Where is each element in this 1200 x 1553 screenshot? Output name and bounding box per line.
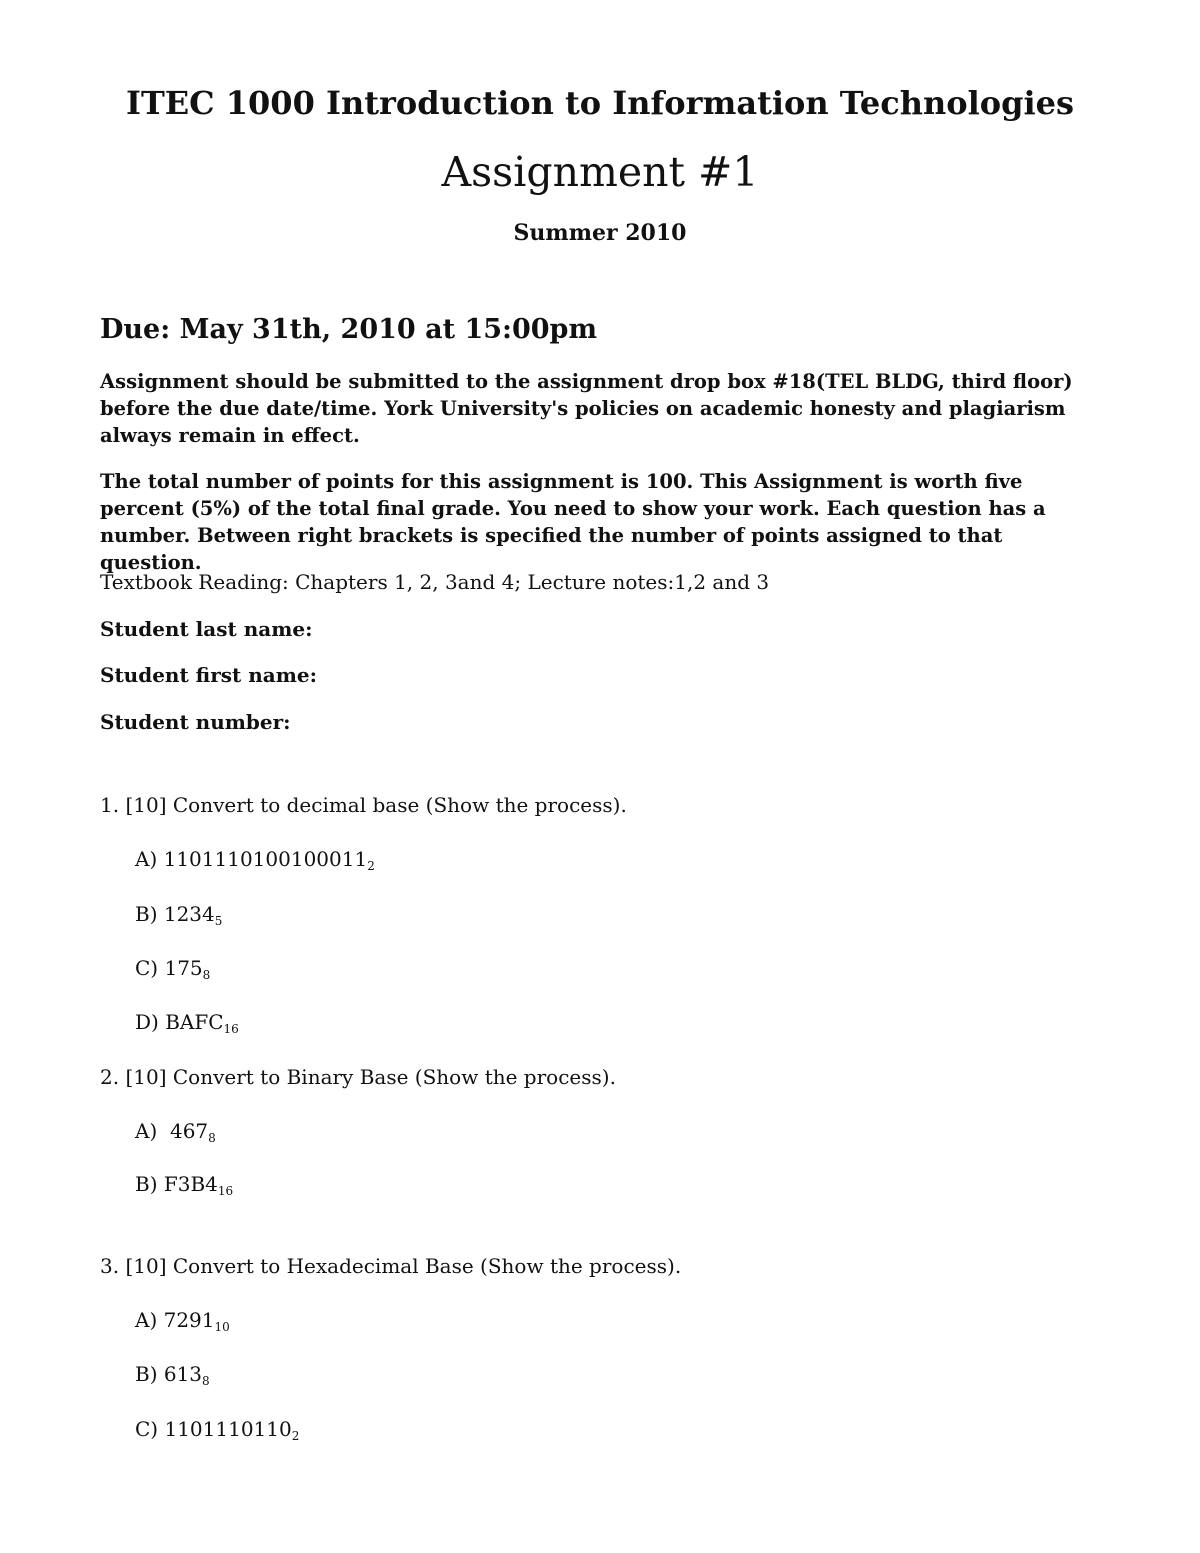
question-2-option-a xyxy=(135,1119,216,1143)
option-base: 8 xyxy=(208,1131,216,1145)
submission-paragraph: Assignment should be submitted to the assignment drop box #18(TEL BLDG, third floor) before the due date/time. York University's policies on academic honesty and plagiarism always remain in effect. xyxy=(100,370,1073,447)
option-base: 10 xyxy=(214,1320,230,1334)
option-value: BAFC xyxy=(165,1010,224,1034)
option-base: 8 xyxy=(202,968,211,982)
option-value: 175 xyxy=(164,956,203,980)
option-value: 1101110100100011 xyxy=(163,847,368,871)
option-label: A) xyxy=(135,1119,158,1143)
term-label: Summer 2010 xyxy=(513,220,687,246)
option-base: 2 xyxy=(367,859,375,873)
option-value: 613 xyxy=(163,1362,203,1386)
question-1-option-a xyxy=(135,847,375,871)
option-value: 1101110110 xyxy=(164,1417,292,1441)
option-label: B) xyxy=(135,902,158,926)
question-1-option-b xyxy=(135,902,222,926)
option-base: 8 xyxy=(202,1374,210,1388)
question-3: 3. [10] Convert to Hexadecimal Base (Show the process). xyxy=(100,1254,682,1278)
points-paragraph: The total number of points for this assignment is 100. This Assignment is worth five percent (5%) of the total final grade. You need to show your work. Each question has a number. Between right brackets is specified the number of points assigned to that question. xyxy=(100,470,1046,574)
option-value: 467 xyxy=(169,1119,209,1143)
question-3-option-b xyxy=(135,1362,210,1386)
question-1: 1. [10] Convert to decimal base (Show the process). xyxy=(100,793,627,817)
option-value: 7291 xyxy=(163,1308,215,1332)
textbook-reading: Textbook Reading: Chapters 1, 2, 3and 4; Lecture notes:1,2 and 3 xyxy=(100,570,770,594)
question-1-option-c xyxy=(135,956,210,980)
option-label: A) xyxy=(135,847,158,871)
option-base: 5 xyxy=(214,914,223,928)
option-label: D) xyxy=(135,1010,159,1034)
option-label: B) xyxy=(135,1362,158,1386)
student-number-label: Student number: xyxy=(100,710,291,734)
assignment-title: Assignment #1 xyxy=(441,148,759,196)
option-base: 16 xyxy=(217,1184,234,1198)
question-2: 2. [10] Convert to Binary Base (Show the process). xyxy=(100,1065,616,1089)
option-label: A) xyxy=(135,1308,158,1332)
option-base: 2 xyxy=(291,1429,300,1443)
option-value: 1234 xyxy=(163,902,215,926)
question-3-option-c xyxy=(135,1417,299,1441)
option-label: B) xyxy=(135,1172,158,1196)
student-first-name-label: Student first name: xyxy=(100,663,317,687)
course-title: ITEC 1000 Introduction to Information Technologies xyxy=(125,84,1075,122)
option-base: 16 xyxy=(223,1022,239,1036)
question-3-option-a xyxy=(135,1308,230,1332)
option-label: C) xyxy=(135,1417,159,1441)
question-2-option-b xyxy=(135,1172,233,1196)
question-1-option-d xyxy=(135,1010,239,1034)
option-label: C) xyxy=(135,956,159,980)
option-value: F3B4 xyxy=(163,1172,218,1196)
student-last-name-label: Student last name: xyxy=(100,617,313,641)
due-date: Due: May 31th, 2010 at 15:00pm xyxy=(100,314,598,345)
